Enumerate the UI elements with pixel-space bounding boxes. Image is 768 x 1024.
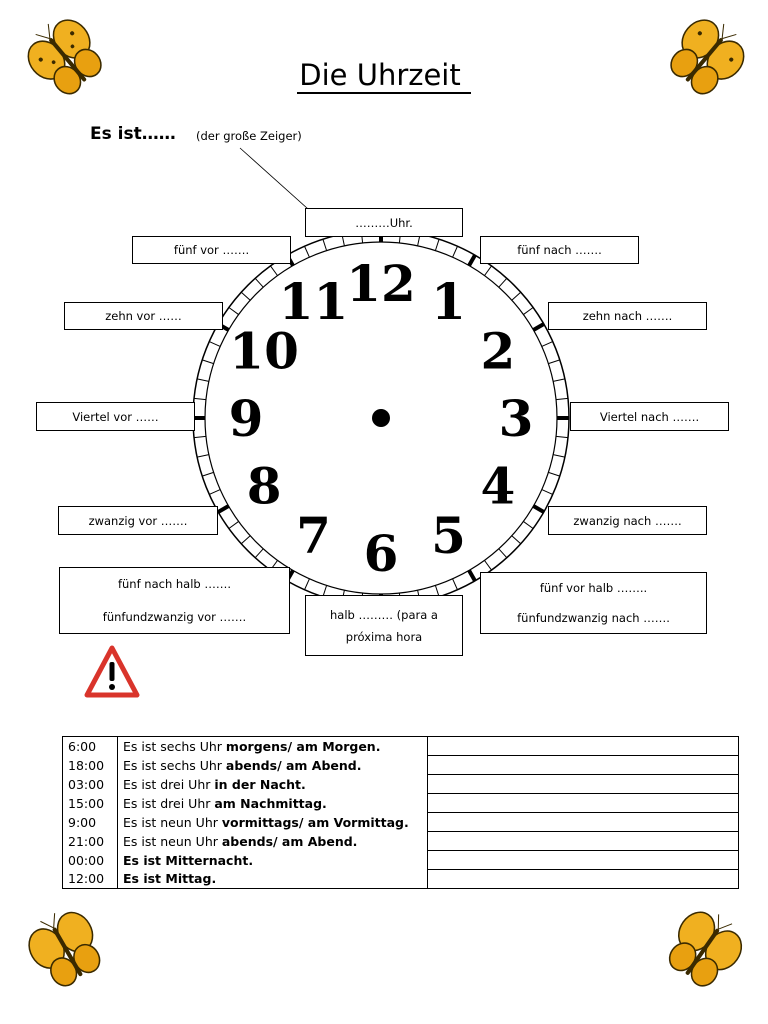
es-ist-note: (der große Zeiger) (196, 129, 302, 143)
label-viertel-nach: Viertel nach ……. (570, 402, 729, 431)
clock-number-2: 2 (480, 321, 516, 381)
answer-blank-cell[interactable] (428, 832, 739, 851)
answer-blank-cell[interactable] (428, 737, 739, 756)
label-fuenfundzwanzig-vor-text: fünfundzwanzig vor ……. (102, 609, 247, 624)
time-cell: 9:00 (63, 813, 118, 832)
table-row (63, 832, 739, 851)
clock-number-5: 5 (431, 505, 466, 565)
label-fuenf-vor-halb (480, 572, 707, 634)
sentence-cell (118, 737, 428, 756)
butterfly-icon (662, 910, 744, 992)
warning-triangle-icon (84, 644, 140, 700)
sentence-cell (118, 775, 428, 794)
label-fuenf-vor: fünf vor ……. (132, 236, 291, 264)
time-cell: 15:00 (63, 794, 118, 813)
label-zwanzig-nach: zwanzig nach ……. (548, 506, 707, 535)
sentence-emphasis: vormittags/ am Vormittag. (221, 814, 409, 830)
table-row (63, 737, 739, 756)
sentence-cell (118, 870, 428, 889)
clock-number-1: 1 (431, 272, 466, 332)
clock-number-10: 10 (229, 321, 299, 381)
label-uhr: ………Uhr. (305, 208, 463, 237)
clock-number-12: 12 (346, 254, 416, 313)
sentence-prefix: Es ist neun Uhr (123, 814, 222, 830)
label-fuenf-nach-halb (59, 567, 290, 634)
page-title-text: Die Uhrzeit (297, 58, 470, 94)
sentence-emphasis: Es ist Mitternacht. (123, 852, 254, 868)
table-row (63, 756, 739, 775)
clock-number-9: 9 (228, 389, 264, 448)
sentence-cell (118, 832, 428, 851)
table-row (63, 851, 739, 870)
label-halb-line1: halb ……… (para a (330, 607, 438, 622)
label-fuenf-nach: fünf nach ……. (480, 236, 639, 264)
time-cell: 00:00 (63, 851, 118, 870)
clock-center-dot (372, 409, 390, 427)
time-cell: 12:00 (63, 870, 118, 889)
sentence-emphasis: abends/ am Abend. (225, 757, 362, 773)
sentence-prefix: Es ist drei Uhr (123, 795, 215, 811)
table-row (63, 775, 739, 794)
clock-number-4: 4 (480, 456, 516, 516)
sentence-prefix: Es ist neun Uhr (123, 833, 222, 849)
clock-number-11: 11 (278, 272, 349, 332)
label-fuenfundzwanzig-nach-text: fünfundzwanzig nach ……. (517, 611, 670, 625)
sentence-cell (118, 756, 428, 775)
label-halb (305, 595, 463, 656)
table-row (63, 870, 739, 889)
table-row (63, 813, 739, 832)
clock-number-8: 8 (246, 456, 282, 516)
sentence-emphasis: Es ist Mittag. (123, 871, 217, 887)
time-cell: 18:00 (63, 756, 118, 775)
sentence-prefix: Es ist sechs Uhr (123, 738, 226, 754)
label-zehn-vor: zehn vor …… (64, 302, 223, 330)
butterfly-icon (26, 910, 108, 992)
label-viertel-vor: Viertel vor …… (36, 402, 195, 431)
times-table-body (63, 737, 739, 889)
es-ist-heading: Es ist…… (90, 124, 176, 144)
time-cell: 6:00 (63, 737, 118, 756)
sentence-prefix: Es ist sechs Uhr (123, 757, 226, 773)
time-cell: 03:00 (63, 775, 118, 794)
sentence-prefix: Es ist drei Uhr (123, 776, 215, 792)
table-row (63, 794, 739, 813)
times-table (62, 736, 739, 889)
clock-number-3: 3 (498, 389, 534, 448)
sentence-cell (118, 851, 428, 870)
clock-number-6: 6 (363, 524, 399, 583)
sentence-emphasis: morgens/ am Morgen. (225, 738, 381, 754)
sentence-emphasis: in der Nacht. (214, 776, 306, 792)
answer-blank-cell[interactable] (428, 775, 739, 794)
clock-number-7: 7 (296, 505, 331, 565)
label-zwanzig-vor: zwanzig vor ……. (58, 506, 218, 535)
label-fuenf-vor-halb-text: fünf vor halb …….. (539, 581, 648, 595)
answer-blank-cell[interactable] (428, 813, 739, 832)
time-cell: 21:00 (63, 832, 118, 851)
label-fuenf-nach-halb-text: fünf nach halb ……. (117, 577, 232, 592)
answer-blank-cell[interactable] (428, 794, 739, 813)
label-halb-line2: próxima hora (345, 629, 423, 644)
answer-blank-cell[interactable] (428, 870, 739, 889)
sentence-emphasis: abends/ am Abend. (221, 833, 358, 849)
answer-blank-cell[interactable] (428, 756, 739, 775)
sentence-emphasis: am Nachmittag. (214, 795, 327, 811)
answer-blank-cell[interactable] (428, 851, 739, 870)
label-zehn-nach: zehn nach ……. (548, 302, 707, 330)
sentence-cell (118, 813, 428, 832)
sentence-cell (118, 794, 428, 813)
